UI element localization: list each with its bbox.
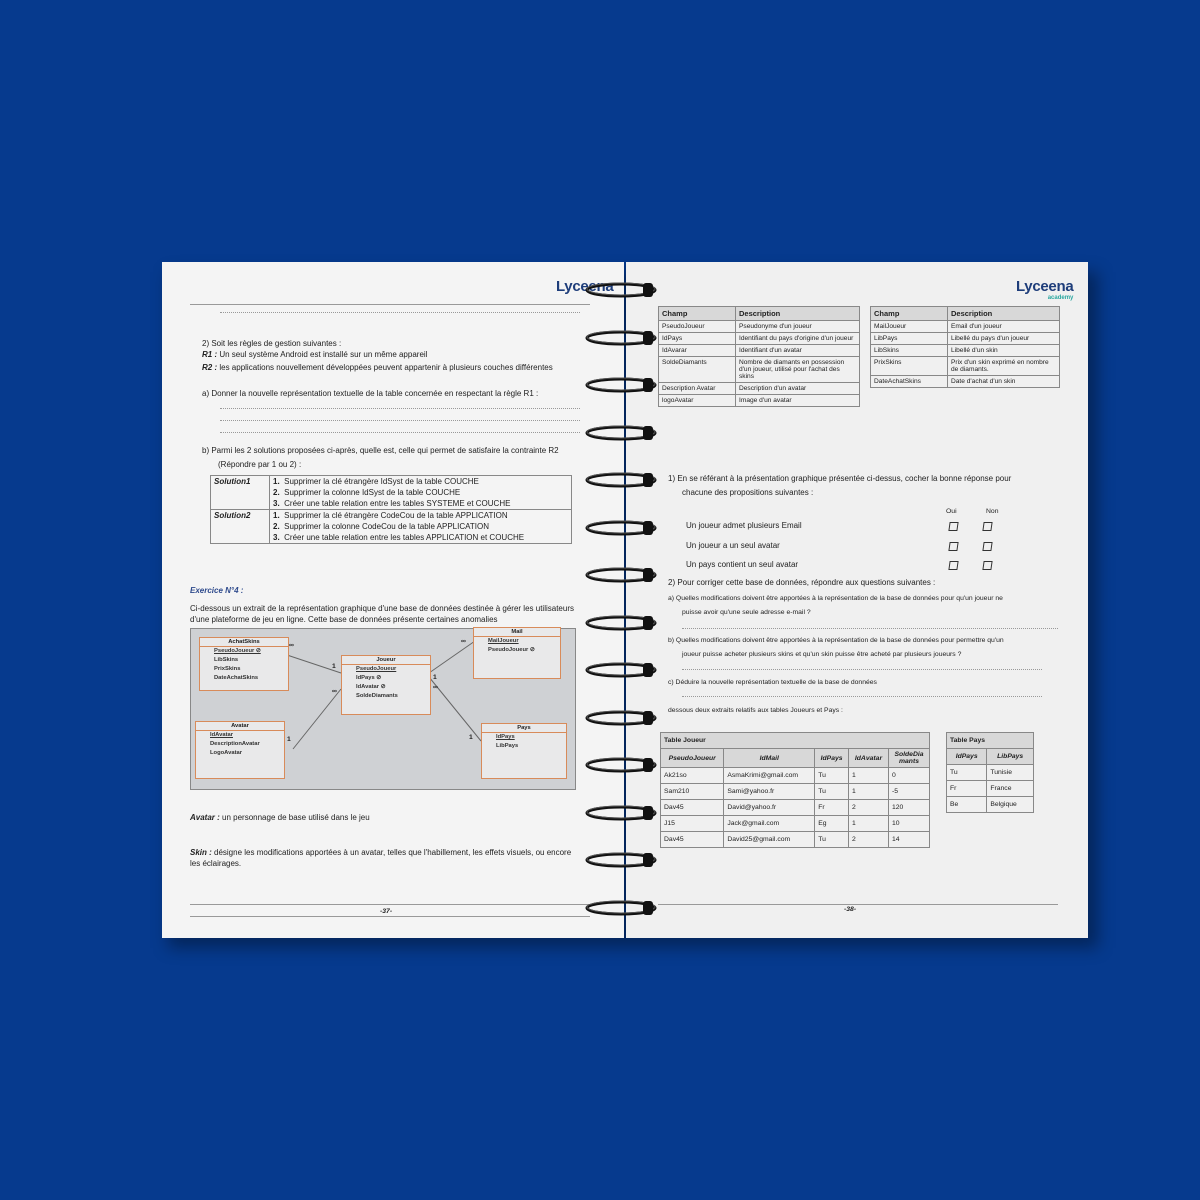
question-b-hint: (Répondre par 1 ou 2) : [218,460,302,469]
checkbox-oui-2[interactable] [948,542,958,551]
q2-title: 2) Soit les règles de gestion suivantes : [202,339,342,348]
q2b-line1: b) Quelles modifications doivent être apportées à la représentation de la base de données pour permettre qu'un [668,637,1004,644]
spiral-ring [583,613,659,633]
entity-pays: Pays IdPays LibPays [481,723,567,779]
table-joueur: Table Joueur PseudoJoueur IdMail IdPays IdAvatar SoldeDia mants Ak21so AsmaKrimi@gmail.com Tu 1 0 Sam210 Sami@yahoo.fr Tu 1 -5 Dav45 David@yahoo.fr Fr 2 120 J15 Jack@gmail.com Eg 1 10 Dav45 David25@gmail.com Tu 2 14 [660,732,930,848]
card-inf-2: ∞ [461,638,466,645]
spiral-ring [583,755,659,775]
skin-definition-2: les éclairages. [190,859,242,868]
question-b: b) Parmi les 2 solutions proposées ci-après, quelle est, celle qui permet de satisfaire la contrainte R2 [202,446,559,455]
page-number-right: -38- [844,906,857,913]
proposition-3: Un pays contient un seul avatar [686,560,799,569]
spiral-ring [583,328,659,348]
er-diagram [190,628,576,790]
card-one-2: 1 [433,674,437,681]
card-one-3: 1 [469,734,473,741]
q1-line1: 1) En se référant à la présentation graphique présentée ci-dessus, cocher la bonne réponse pour [668,474,1012,483]
proposition-2: Un joueur a un seul avatar [686,541,780,550]
checkbox-oui-3[interactable] [948,561,958,570]
skin-definition-1: Skin : désigne les modifications apportées à un avatar, telles que l'habillement, les effets visuels, ou encore [190,848,572,857]
q2-title-right: 2) Pour corriger cette base de données, répondre aux questions suivantes : [668,578,936,587]
spiral-ring [583,803,659,823]
q2b-line2: joueur puisse acheter plusieurs skins et qu'un skin puisse être acheté par plusieurs joueurs ? [682,651,962,658]
proposition-1: Un joueur admet plusieurs Email [686,521,802,530]
page-number-left: -37- [380,908,393,915]
q1-line2: chacune des propositions suivantes : [682,488,814,497]
checkbox-non-1[interactable] [982,522,992,531]
entity-mail: Mail MailJoueur PseudoJoueur ⊘ [473,627,561,679]
entity-avatar: Avatar IdAvatar DescriptionAvatar LogoAvatar [195,721,285,779]
brand-logo-right: Lyceena academy [1016,278,1074,301]
solutions-table: Solution1 1. Supprimer la clé étrangère IdSyst de la table COUCHE 2. Supprimer la colonne IdSyst de la table COUCHE 3. Créer une table relation entre les tables SYSTEME et COUCHE Solution2 1. Supprimer la clé étrangère CodeCou de la table APPLICATION 2. Supprimer la colonne CodeCou de la table APPLICATION 3. Créer une table relation entre les tables APPLICATION et COUCHE [210,475,572,544]
checkbox-non-2[interactable] [982,542,992,551]
avatar-definition: Avatar : un personnage de base utilisé dans le jeu [190,813,370,822]
card-one-1: 1 [332,663,336,670]
checkbox-oui-1[interactable] [948,522,958,531]
q2a-line2: puisse avoir qu'une seule adresse e-mail ? [682,609,811,616]
spiral-ring [583,660,659,680]
label-oui: Oui [946,508,957,515]
fields-table-left: Champ Description PseudoJoueur Pseudonyme d'un joueur IdPays Identifiant du pays d'origine d'un joueur IdAvarar Identifiant d'un avatar SoldeDiamants Nombre de diamants en possession d'un joueur, utilisé pour l'achat des skins Description Avatar Description d'un avatar logoAvatar Image d'un avatar [658,306,860,407]
spiral-ring [583,423,659,443]
q2c: c) Déduire la nouvelle représentation textuelle de la base de données [668,679,877,686]
spiral-ring [583,850,659,870]
card-inf-3: ∞ [433,684,438,691]
table-pays: Table Pays IdPays LibPays Tu Tunisie Fr France Be Belgique [946,732,1034,813]
rule-r1: R1 : Un seul système Android est installé sur un même appareil [202,350,428,359]
exercise-intro-2: d'une plateforme de jeu en ligne. Cette base de données présente certaines anomalies [190,615,498,624]
exercise-title: Exercice N°4 : [190,586,244,595]
exercise-intro-1: Ci-dessous un extrait de la représentation graphique d'une base de données destinée à gérer les utilisateurs [190,604,574,613]
spiral-ring [583,708,659,728]
label-non: Non [986,508,999,515]
spiral-ring [583,280,659,300]
spiral-ring [583,898,659,918]
brand-logo-left: Lyceena [556,278,614,295]
extraits-intro: dessous deux extraits relatifs aux tables Joueurs et Pays : [668,707,843,714]
spiral-ring [583,375,659,395]
entity-joueur: Joueur PseudoJoueur IdPays ⊘ IdAvatar ⊘ SoldeDiamants [341,655,431,715]
checkbox-non-3[interactable] [982,561,992,570]
card-one-4: 1 [287,736,291,743]
left-page [162,262,624,938]
rule-r2: R2 : les applications nouvellement développées peuvent appartenir à plusieurs couches différentes [202,363,553,372]
question-a: a) Donner la nouvelle représentation textuelle de la table concernée en respectant la règle R1 : [202,389,539,398]
entity-achatskins: AchatSkins PseudoJoueur ⊘ LibSkins PrixSkins DateAchatSkins [199,637,289,691]
fields-table-right: Champ Description MailJoueur Email d'un joueur LibPays Libellé du pays d'un joueur LibSkins Libellé d'un skin PrixSkins Prix d'un skin exprimé en nombre de diamants. DateAchatSkins Date d'achat d'un skin [870,306,1060,388]
q2a-line1: a) Quelles modifications doivent être apportées à la représentation de la base de données pour qu'un joueur ne [668,595,1003,602]
card-inf-4: ∞ [332,688,337,695]
spiral-ring [583,565,659,585]
right-page [626,262,1088,938]
spiral-ring [583,518,659,538]
spiral-ring [583,470,659,490]
card-inf-1: ∞ [289,642,294,649]
